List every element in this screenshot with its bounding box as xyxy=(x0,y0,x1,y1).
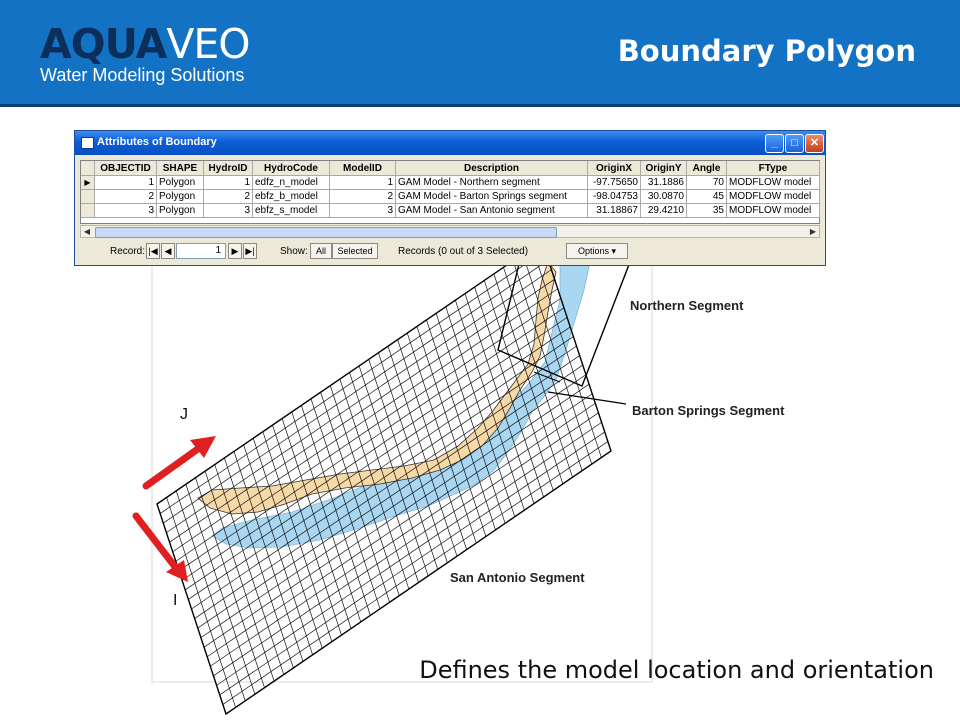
column-header-originx[interactable]: OriginX xyxy=(588,161,641,176)
table-cell[interactable]: MODFLOW model xyxy=(727,176,820,190)
options-button[interactable]: Options ▾ xyxy=(566,243,628,259)
column-header-hydroid[interactable]: HydroID xyxy=(204,161,253,176)
record-navigation-bar xyxy=(80,240,820,262)
table-cell[interactable]: 31.1886 xyxy=(641,176,687,190)
first-record-button[interactable]: |◀ xyxy=(146,243,160,259)
horizontal-scrollbar[interactable] xyxy=(80,225,820,238)
table-cell[interactable]: Polygon xyxy=(157,204,204,218)
table-cell[interactable]: ebfz_s_model xyxy=(253,204,330,218)
logo-wordmark-dark: AQUA xyxy=(40,20,167,68)
j-axis-label: J xyxy=(180,406,188,423)
table-cell[interactable]: 2 xyxy=(204,190,253,204)
scroll-right-icon[interactable]: ▶ xyxy=(809,227,817,236)
show-all-button[interactable]: All xyxy=(310,243,332,259)
table-cell[interactable]: MODFLOW model xyxy=(727,190,820,204)
table-cell[interactable]: MODFLOW model xyxy=(727,204,820,218)
table-cell[interactable]: 35 xyxy=(687,204,727,218)
column-header-description[interactable]: Description xyxy=(396,161,588,176)
previous-record-button[interactable]: ◀ xyxy=(161,243,175,259)
column-header-originy[interactable]: OriginY xyxy=(641,161,687,176)
barton-springs-segment-label: Barton Springs Segment xyxy=(632,403,785,418)
window-titlebar[interactable] xyxy=(75,131,825,155)
next-record-button[interactable]: ▶ xyxy=(228,243,242,259)
table-cell[interactable]: GAM Model - San Antonio segment xyxy=(396,204,588,218)
table-icon xyxy=(81,137,94,149)
minimize-button[interactable]: _ xyxy=(765,134,784,153)
scroll-left-icon[interactable]: ◀ xyxy=(83,227,91,236)
table-cell[interactable]: 29.4210 xyxy=(641,204,687,218)
record-label: Record: xyxy=(110,246,146,257)
column-header-objectid[interactable]: OBJECTID xyxy=(95,161,157,176)
table-cell[interactable]: 1 xyxy=(330,176,396,190)
table-cell[interactable]: -97.75650 xyxy=(588,176,641,190)
close-button[interactable]: ✕ xyxy=(805,134,824,153)
show-label: Show: xyxy=(280,246,308,257)
row-selector-header xyxy=(81,161,95,176)
table-cell[interactable]: 2 xyxy=(95,190,157,204)
table-cell[interactable]: 30.0870 xyxy=(641,190,687,204)
table-cell[interactable]: -98.04753 xyxy=(588,190,641,204)
logo-wordmark-light: VEO xyxy=(166,20,250,68)
table-cell[interactable]: 3 xyxy=(204,204,253,218)
window-title: Attributes of Boundary xyxy=(97,136,217,148)
column-header-hydrocode[interactable]: HydroCode xyxy=(253,161,330,176)
table-cell[interactable]: Polygon xyxy=(157,190,204,204)
logo-tagline: Water Modeling Solutions xyxy=(40,65,245,85)
table-cell[interactable]: edfz_n_model xyxy=(253,176,330,190)
northern-segment-label: Northern Segment xyxy=(630,298,744,313)
table-cell[interactable]: 3 xyxy=(330,204,396,218)
san-antonio-segment-label: San Antonio Segment xyxy=(450,570,585,585)
table-cell[interactable]: 31.18867 xyxy=(588,204,641,218)
column-header-angle[interactable]: Angle xyxy=(687,161,727,176)
table-cell[interactable]: 2 xyxy=(330,190,396,204)
record-number-input[interactable]: 1 xyxy=(176,243,226,259)
row-selector[interactable] xyxy=(81,190,95,204)
table-cell[interactable]: Polygon xyxy=(157,176,204,190)
records-status: Records (0 out of 3 Selected) xyxy=(398,246,529,257)
row-selector[interactable] xyxy=(81,204,95,218)
column-header-shape[interactable]: SHAPE xyxy=(157,161,204,176)
attribute-table xyxy=(80,160,820,224)
i-axis-label: I xyxy=(173,592,178,609)
maximize-button[interactable]: □ xyxy=(785,134,804,153)
table-cell[interactable]: GAM Model - Barton Springs segment xyxy=(396,190,588,204)
slide-caption: Defines the model location and orientation xyxy=(419,656,934,684)
column-header-ftype[interactable]: FType xyxy=(727,161,820,176)
show-selected-button[interactable]: Selected xyxy=(332,243,378,259)
table-cell[interactable]: 3 xyxy=(95,204,157,218)
scrollbar-thumb[interactable] xyxy=(95,227,557,238)
table-cell[interactable]: 45 xyxy=(687,190,727,204)
table-cell[interactable]: GAM Model - Northern segment xyxy=(396,176,588,190)
slide-title: Boundary Polygon xyxy=(617,34,916,68)
row-selector-active[interactable]: ▶ xyxy=(81,176,95,190)
attributes-window xyxy=(74,130,826,266)
options-button-label: Options xyxy=(577,246,609,256)
table-cell[interactable]: ebfz_b_model xyxy=(253,190,330,204)
table-cell[interactable]: 1 xyxy=(95,176,157,190)
table-cell[interactable]: 1 xyxy=(204,176,253,190)
column-header-modelid[interactable]: ModelID xyxy=(330,161,396,176)
table-cell[interactable]: 70 xyxy=(687,176,727,190)
last-record-button[interactable]: ▶| xyxy=(243,243,257,259)
